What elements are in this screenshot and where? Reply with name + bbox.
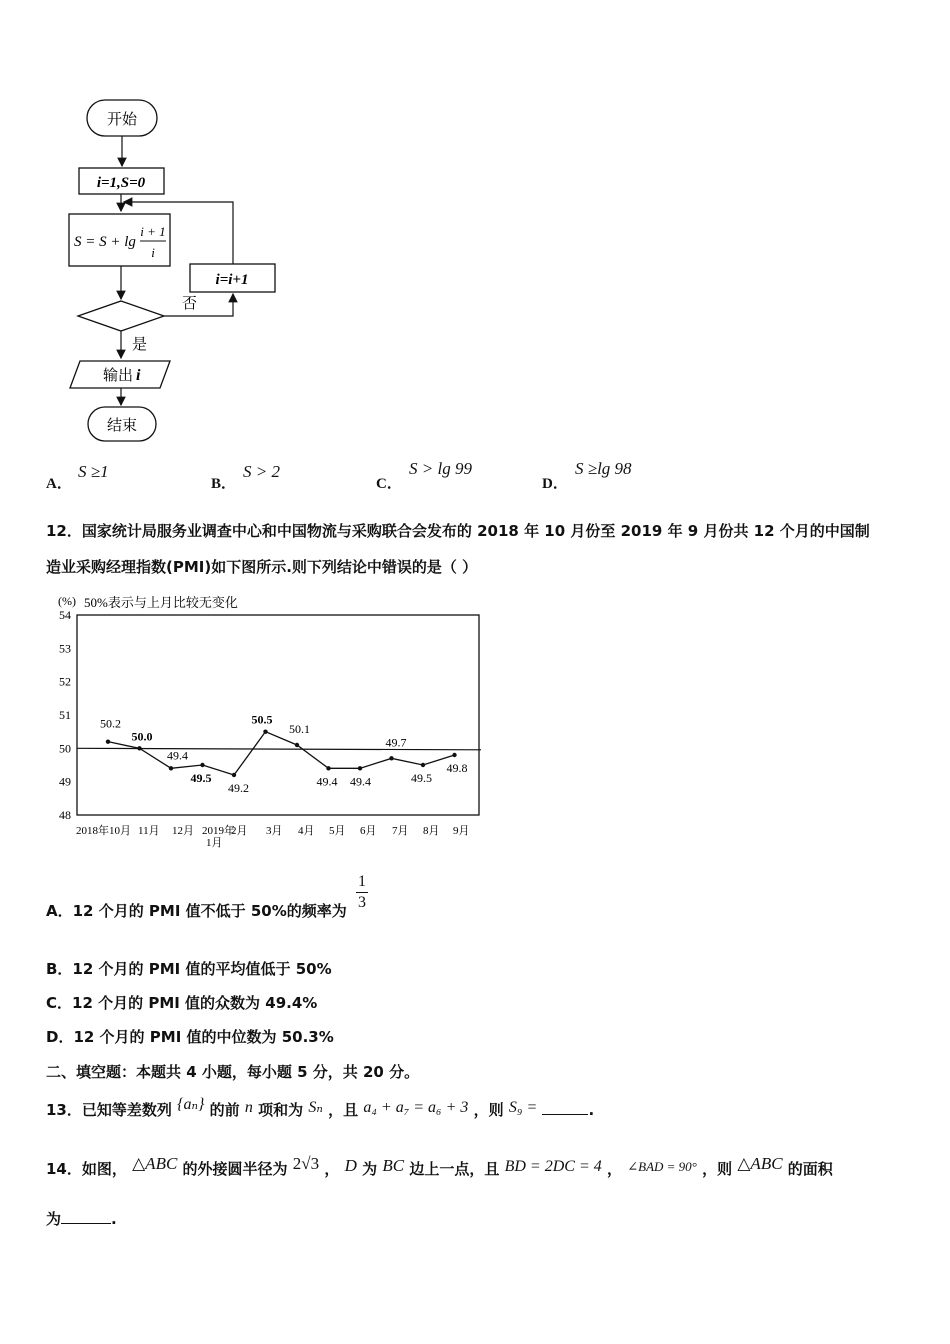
y-tick-label: 52	[59, 674, 71, 689]
data-label: 49.5	[190, 771, 212, 785]
q12-line2: 造业采购经理指数(PMI)如下图所示.则下列结论中错误的是（ ）	[46, 558, 478, 576]
x-tick-label: 4月	[298, 825, 315, 837]
data-point	[452, 753, 456, 757]
q13-text: 的前	[209, 1101, 240, 1119]
flowchart	[0, 0, 320, 450]
q14-condition-2: ∠BAD = 90°	[627, 1159, 697, 1174]
x-tick-label: 7月	[392, 825, 409, 837]
fraction-numerator: 1	[356, 874, 368, 893]
process-denominator: i	[151, 245, 155, 260]
data-point	[169, 766, 173, 770]
x-tick-label: 8月	[423, 825, 440, 837]
q13-line	[46, 1096, 595, 1120]
output-word: 输出	[103, 366, 134, 384]
data-label: 50.2	[100, 716, 121, 731]
x-tick-label: 12月	[172, 825, 194, 837]
q14-radius: 2√3	[292, 1154, 320, 1173]
no-label: 否	[182, 294, 198, 312]
q13-text: ，且	[328, 1101, 359, 1119]
data-point	[263, 729, 267, 733]
data-point	[389, 756, 393, 760]
option-letter: D．	[542, 476, 568, 492]
q14-condition-1: BD = 2DC = 4	[504, 1158, 602, 1175]
q13-condition: a₄ + a₇ = a₆ + 3	[363, 1099, 469, 1116]
end-label: 结束	[106, 416, 138, 434]
chart-title: 50%表示与上月比较无变化	[84, 595, 238, 610]
option-a-fraction	[356, 874, 368, 911]
x-tick-label: 11月	[138, 825, 160, 837]
section-heading: 二、填空题：本题共 4 小题，每小题 5 分，共 20 分。	[46, 1063, 420, 1081]
data-label: 49.8	[446, 761, 468, 775]
option-expr: S ≥lg 98	[575, 459, 632, 478]
q13-sn: Sₙ	[308, 1099, 323, 1116]
data-label: 49.4	[167, 748, 188, 763]
q14-triangle-2: △ABC	[737, 1154, 783, 1173]
q14-text: 的面积	[787, 1160, 833, 1178]
fraction-denominator: 3	[358, 894, 366, 911]
data-point	[421, 763, 425, 767]
data-label: 49.2	[228, 781, 249, 795]
y-tick-label: 51	[59, 708, 71, 722]
x-tick-label: 9月	[453, 825, 470, 837]
x-tick-label: 2018年10月	[76, 825, 131, 837]
process-numerator: i + 1	[140, 224, 166, 239]
q14-point-d: D	[344, 1156, 357, 1175]
data-label: 49.4	[350, 774, 371, 789]
q12-option-c: C．12 个月的 PMI 值的众数为 49.4%	[46, 994, 318, 1012]
q14-text: 为	[362, 1160, 378, 1178]
init-label: i=1,S=0	[96, 175, 146, 191]
x-tick-label: 6月	[360, 825, 377, 837]
q13-prefix: 13．已知等差数列	[46, 1101, 172, 1119]
increment-label: i=i+1	[215, 272, 249, 288]
q13-end: .	[588, 1101, 595, 1119]
x-tick-label: 2019年	[202, 825, 235, 837]
data-label: 50.0	[131, 729, 153, 744]
q12-option-d: D．12 个月的 PMI 值的中位数为 50.3%	[46, 1028, 334, 1046]
q14-line2-prefix: 为	[46, 1210, 62, 1228]
y-tick-label: 54	[59, 608, 71, 622]
option-letter: B．	[211, 476, 237, 492]
answer-blank[interactable]	[542, 1100, 588, 1115]
x-tick-label: 2月	[231, 825, 248, 837]
q14-text: ，则	[702, 1160, 733, 1178]
start-label: 开始	[106, 110, 138, 128]
option-letter: A．	[46, 476, 72, 492]
data-point	[326, 766, 330, 770]
data-point	[358, 766, 362, 770]
q13-text: 项和为	[258, 1101, 304, 1119]
q14-text: ，	[606, 1160, 622, 1178]
q13-n: n	[244, 1099, 253, 1116]
q14-line1	[46, 1154, 833, 1179]
answer-blank[interactable]	[61, 1209, 111, 1224]
option-letter: C．	[376, 476, 402, 492]
q13-sequence: {aₙ}	[177, 1096, 205, 1113]
q14-text: 的外接圆半径为	[182, 1160, 288, 1178]
q13-s9: S₉ =	[508, 1099, 538, 1116]
x-tick-label: 1月	[206, 837, 223, 849]
q14-text: 边上一点，且	[409, 1160, 500, 1178]
data-point	[232, 773, 236, 777]
output-var: i	[136, 367, 141, 384]
data-label: 49.5	[411, 771, 432, 785]
q14-side-bc: BC	[382, 1156, 405, 1175]
data-label: 49.4	[316, 774, 338, 789]
data-point	[137, 746, 141, 750]
q14-line2	[46, 1208, 117, 1229]
plot-frame	[77, 615, 479, 815]
q11-option-d	[542, 459, 632, 493]
q12-option-b: B．12 个月的 PMI 值的平均值低于 50%	[46, 960, 332, 978]
q11-option-c	[376, 459, 472, 493]
y-tick-label: 48	[59, 808, 71, 822]
y-tick-label: 49	[59, 774, 71, 789]
x-tick-label: 3月	[266, 825, 283, 837]
q13-text: ，则	[473, 1101, 504, 1119]
decision-diamond	[78, 301, 164, 331]
chart-ylabel: (%)	[58, 594, 76, 608]
option-expr: S > lg 99	[409, 459, 472, 478]
data-label: 50.5	[251, 712, 273, 727]
data-point	[200, 763, 204, 767]
process-lhs: S = S + lg	[74, 234, 136, 250]
yes-label: 是	[132, 335, 148, 353]
data-point	[295, 743, 299, 747]
q14-end: .	[111, 1210, 117, 1228]
data-label: 49.7	[385, 735, 407, 750]
q14-prefix: 14．如图，	[46, 1160, 127, 1178]
option-a-text: A．12 个月的 PMI 值不低于 50%的频率为	[46, 902, 347, 920]
option-expr: S > 2	[243, 462, 280, 481]
q11-option-a	[46, 462, 109, 493]
x-tick-label: 5月	[329, 825, 346, 837]
q12-line1: 12．国家统计局服务业调查中心和中国物流与采购联合会发布的 2018 年 10 月份至 2019 年 9 月份共 12 个月的中国制	[46, 522, 870, 540]
q14-text: ，	[324, 1160, 340, 1178]
q14-triangle: △ABC	[132, 1154, 178, 1173]
y-tick-label: 53	[59, 641, 71, 656]
q12-option-a	[46, 900, 347, 921]
pmi-chart	[40, 585, 510, 855]
option-expr: S ≥1	[78, 462, 109, 481]
data-point	[106, 739, 110, 743]
q11-option-b	[211, 462, 280, 493]
y-tick-label: 50	[59, 741, 71, 756]
data-label: 50.1	[289, 722, 310, 736]
